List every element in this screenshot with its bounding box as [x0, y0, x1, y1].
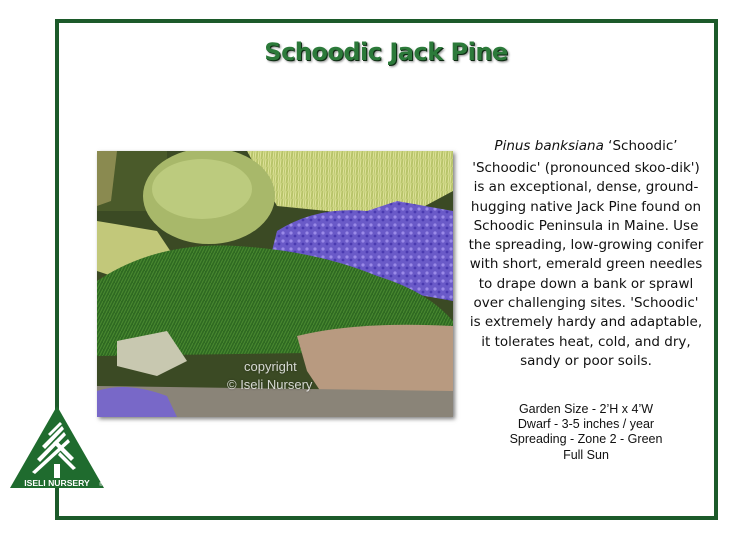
cultivar-name: ‘Schoodic’	[608, 138, 678, 154]
plant-details	[470, 402, 702, 463]
watermark-text: copyright	[244, 359, 297, 374]
botanical-name	[470, 138, 702, 154]
tree-logo-icon	[8, 404, 106, 496]
genus-species: Pinus banksiana	[494, 138, 604, 154]
habit-zone-color: Spreading - Zone 2 - Green	[509, 432, 663, 447]
plant-description: 'Schoodic' (pronounced skoo-dik') is an exceptional, dense, ground-hugging native Jack Pine found on Schoodic Peninsula in Maine. Use the spreading, low-growing conifer with short, emerald green needles to drape down a bank or sprawl over challenging sites. 'Schoodic' is extremely hardy and adaptable, it tolerates heat, cold, and dry, sandy or poor soils.	[468, 160, 704, 369]
logo-text: ISELI NURSERY	[24, 478, 90, 488]
registered-mark: ®	[99, 482, 103, 488]
iseli-logo	[8, 404, 106, 496]
plant-photo	[97, 151, 453, 417]
page-title: Schoodic Jack Pine	[264, 38, 508, 66]
garden-size: Garden Size - 2’H x 4’W	[518, 402, 654, 416]
growth-rate: Dwarf - 3-5 inches / year	[517, 417, 655, 432]
watermark-text: © Iseli Nursery	[227, 377, 313, 392]
sun-exposure: Full Sun	[563, 447, 609, 462]
